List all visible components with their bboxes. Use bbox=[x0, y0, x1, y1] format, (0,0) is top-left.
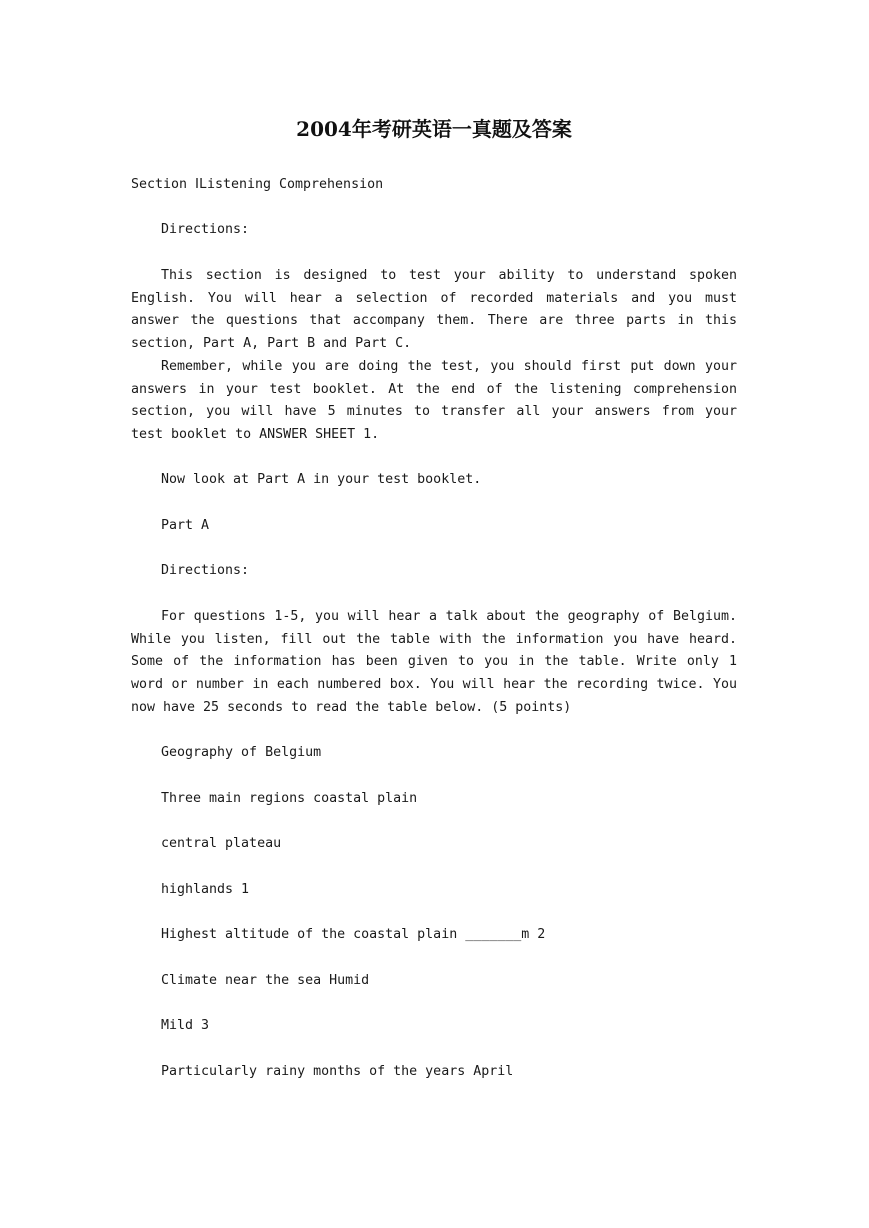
table-row: highlands 1 bbox=[161, 882, 250, 897]
table-row: Mild 3 bbox=[161, 1018, 210, 1033]
table-row: Particularly rainy months of the years April bbox=[161, 1064, 514, 1079]
part-heading: Part A bbox=[161, 518, 210, 533]
directions-label: Directions: bbox=[161, 222, 250, 237]
section-heading: Section ⅠListening Comprehension bbox=[131, 177, 384, 192]
instruction-line: Now look at Part A in your test booklet. bbox=[161, 472, 482, 487]
intro-paragraph: This section is designed to test your ability to understand spoken English. You will hear a selection of recorded materials and you must answer the questions that accompany them. There are three parts in this section, Part A, Part B and Part C. bbox=[131, 268, 737, 352]
part-directions-label: Directions: bbox=[161, 563, 250, 578]
table-title: Geography of Belgium bbox=[161, 745, 322, 760]
table-row: Three main regions coastal plain bbox=[161, 791, 418, 806]
reminder-paragraph: Remember, while you are doing the test, you should first put down your answers in your test booklet. At the end of the listening comprehension section, you will have 5 minutes to transfer all your answers from your test booklet to ANSWER SHEET 1. bbox=[131, 359, 737, 443]
table-row: central plateau bbox=[161, 836, 282, 851]
document-title: 2004年考研英语一真题及答案 bbox=[296, 117, 572, 141]
table-row: Highest altitude of the coastal plain _______m 2 bbox=[161, 927, 546, 942]
table-row: Climate near the sea Humid bbox=[161, 973, 370, 988]
part-a-directions-paragraph: For questions 1-5, you will hear a talk about the geography of Belgium. While you listen, fill out the table with the information you have heard. Some of the information has been given to you in the table. Write only 1 word or number in each numbered box. You will hear the recording twice. You now have 25 seconds to read the table below. (5 points) bbox=[131, 609, 737, 715]
